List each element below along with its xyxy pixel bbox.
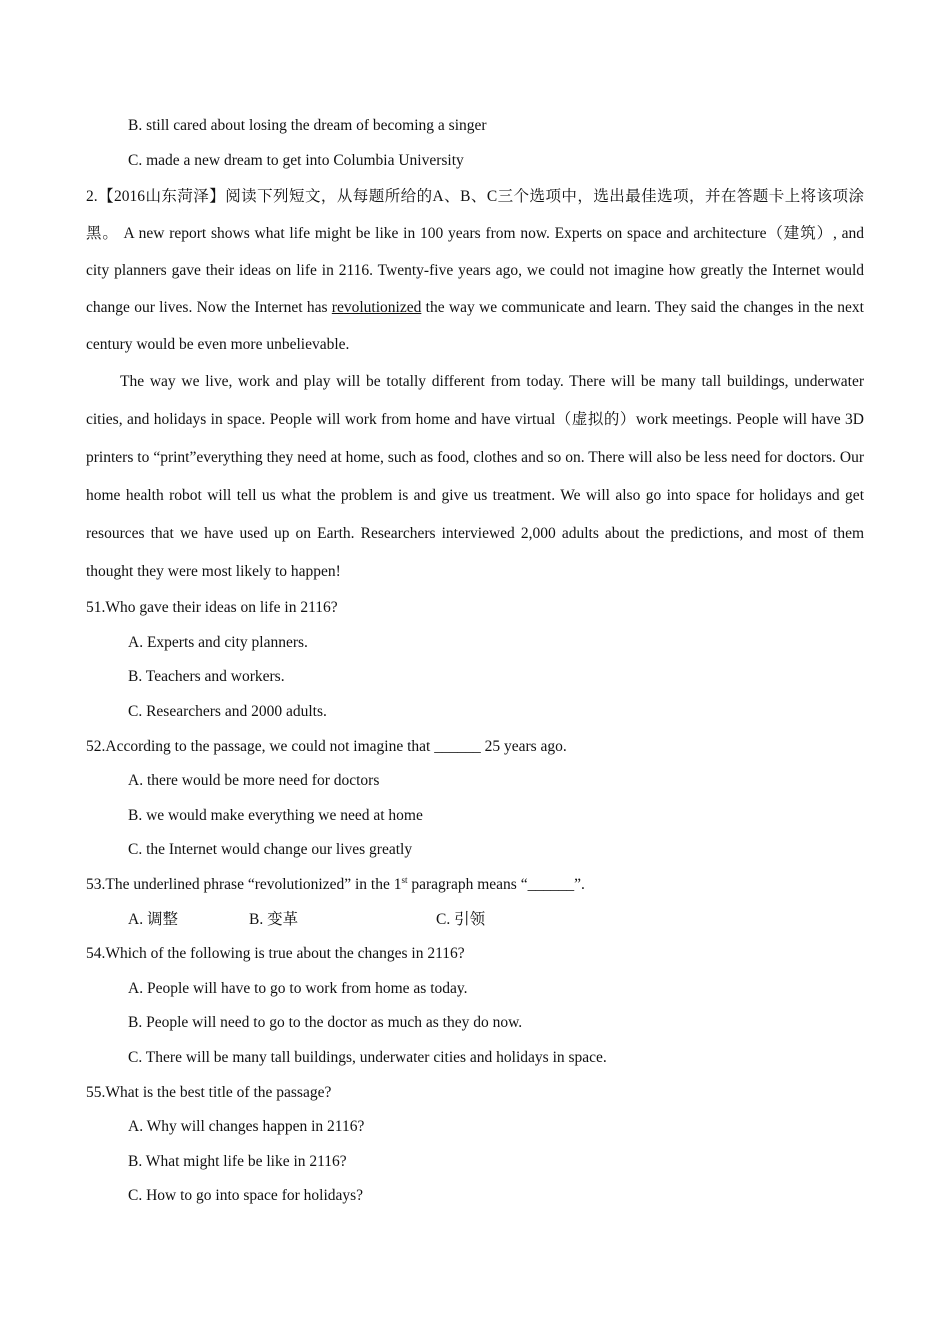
question-51-stem: 51.Who gave their ideas on life in 2116? [86, 599, 338, 617]
question-52-option-a: A. there would be more need for doctors [128, 772, 380, 790]
question-52-stem: 52.According to the passage, we could not imagine that ______ 25 years ago. [86, 737, 567, 755]
question-52-option-c: C. the Internet would change our lives greatly [128, 841, 413, 859]
question-54-stem: 54.Which of the following is true about the changes in 2116? [86, 945, 465, 963]
paragraph-1-text-b: the way we communicate and learn. They said the changes in the next century would be even more unbelievable. [86, 299, 864, 354]
prev-option-c: C. made a new dream to get into Columbia University [128, 151, 464, 169]
underlined-word: revolutionized [331, 299, 422, 317]
question-53-stem-a: 53.The underlined phrase “revolutionized” in the 1 [86, 875, 402, 893]
question-53-option-c: C. 引领 [436, 910, 486, 928]
question-51-option-b: B. Teachers and workers. [128, 668, 285, 686]
paragraph-1-text-a: A new report shows what life might be like in 100 years from now. Experts on space and architecture（建筑）, and city planners gave their ideas on life in 2116. Twenty-five years ago, we could not imagine how greatly the Internet would change our lives. Now the Internet has [86, 225, 864, 317]
question-51-option-c: C. Researchers and 2000 adults. [128, 702, 327, 720]
question-55-option-b: B. What might life be like in 2116? [128, 1152, 347, 1170]
passage-paragraph-2: The way we live, work and play will be totally different from today. There will be many tall buildings, underwater cities, and holidays in space. People will work from home and have virtual（虚拟的）work meetings. People will have 3D printers to “print”everything they need at home, such as food, clothes and so on. There will also be less need for doctors. Our home health robot will tell us what the problem is and give us treatment. We will also go into space for holidays and get resources that we have used up on Earth. Researchers interviewed 2,000 adults about the predictions, and most of them thought they were most likely to happen! [86, 373, 864, 581]
question-53-option-a: A. 调整 [128, 910, 178, 928]
document-page [86, 109, 864, 1214]
question-55-option-a: A. Why will changes happen in 2116? [128, 1118, 365, 1136]
section-instruction: 阅读下列短文，从每题所给的A、B、C三个选项中，选出最佳选项，并在答题卡上将该项涂黑。 [86, 188, 864, 243]
question-54-option-c: C. There will be many tall buildings, underwater cities and holidays in space. [128, 1048, 607, 1066]
question-54-option-b: B. People will need to go to the doctor as much as they do now. [128, 1014, 523, 1032]
question-53-stem-b: paragraph means “______”. [407, 875, 585, 893]
question-52-option-b: B. we would make everything we need at home [128, 806, 423, 824]
question-54-option-a: A. People will have to go to work from home as today. [128, 979, 468, 997]
question-53-superscript: st [401, 874, 408, 885]
prev-option-b: B. still cared about losing the dream of becoming a singer [128, 117, 487, 134]
section-source: 【2016山东菏泽】 [97, 188, 226, 206]
question-51-option-a: A. Experts and city planners. [128, 633, 308, 651]
question-53-stem [86, 868, 864, 903]
passage-paragraph-1 [86, 178, 864, 363]
question-53-option-b: B. 变革 [249, 910, 299, 928]
question-53-options [86, 903, 864, 938]
section-number: 2. [86, 188, 98, 206]
question-55-stem: 55.What is the best title of the passage? [86, 1083, 332, 1101]
question-55-option-c: C. How to go into space for holidays? [128, 1187, 364, 1205]
